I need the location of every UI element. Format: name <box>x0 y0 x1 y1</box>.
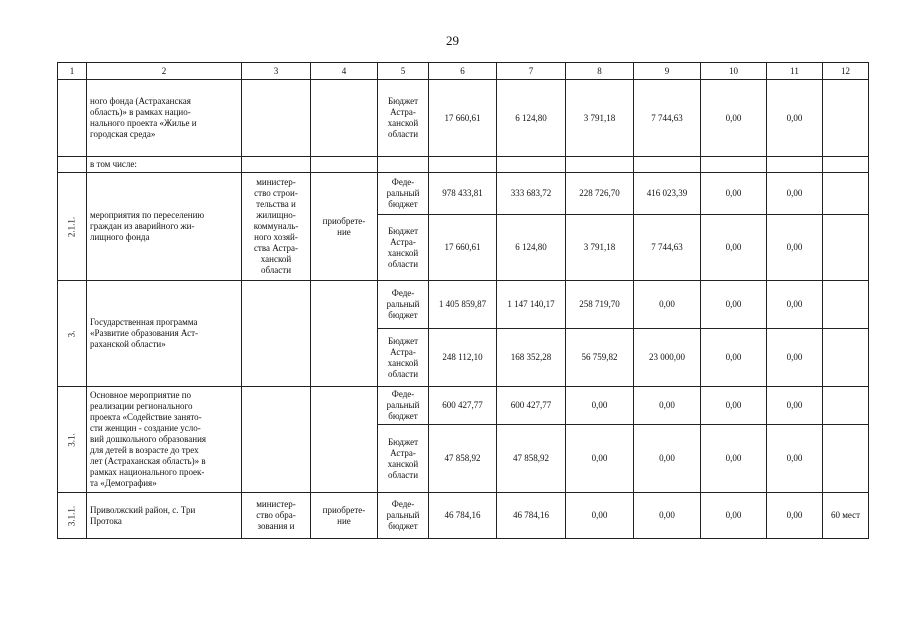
value-cell: 17 660,61 <box>429 215 497 281</box>
funding-source-cell: Бюджет Астра- ханской области <box>378 215 429 281</box>
capacity-cell: 60 мест <box>823 493 869 539</box>
column-header: 8 <box>566 63 634 80</box>
funding-source-cell: Феде- ральный бюджет <box>378 493 429 539</box>
column-header: 5 <box>378 63 429 80</box>
value-cell: 3 791,18 <box>566 80 634 157</box>
value-cell: 0,00 <box>701 425 767 493</box>
page-number: 29 <box>446 33 459 48</box>
value-cell: 0,00 <box>701 215 767 281</box>
value-cell: 0,00 <box>701 493 767 539</box>
value-cell: 0,00 <box>767 281 823 329</box>
type-cell <box>311 281 378 387</box>
type-cell: приобрете- ние <box>311 493 378 539</box>
value-cell: 23 000,00 <box>634 329 701 387</box>
funding-source-cell: Бюджет Астра- ханской области <box>378 425 429 493</box>
value-cell: 0,00 <box>566 425 634 493</box>
funding-source-cell: Феде- ральный бюджет <box>378 387 429 425</box>
column-number-row <box>58 63 869 80</box>
funding-source-cell: Бюджет Астра- ханской области <box>378 80 429 157</box>
ministry-cell: министер- ство строи- тельства и жилищно- коммуналь- ного хозяй- ства Астра- ханской области <box>242 173 311 281</box>
value-cell: 0,00 <box>767 329 823 387</box>
column-header: 12 <box>823 63 869 80</box>
value-cell <box>823 80 869 157</box>
value-cell: 416 023,39 <box>634 173 701 215</box>
row-number-cell: 3.1.1. <box>58 493 87 539</box>
value-cell: 0,00 <box>634 493 701 539</box>
row-number-cell: 3. <box>58 281 87 387</box>
value-cell: 17 660,61 <box>429 80 497 157</box>
value-cell: 0,00 <box>701 173 767 215</box>
column-header: 2 <box>87 63 242 80</box>
value-cell: 0,00 <box>566 493 634 539</box>
value-cell: 56 759,82 <box>566 329 634 387</box>
row-name-cell: Приволжский район, с. Три Протока <box>87 493 242 539</box>
column-header: 4 <box>311 63 378 80</box>
column-header: 10 <box>701 63 767 80</box>
column-header: 7 <box>497 63 566 80</box>
value-cell: 228 726,70 <box>566 173 634 215</box>
value-cell: 0,00 <box>634 281 701 329</box>
value-cell <box>823 173 869 215</box>
column-header: 9 <box>634 63 701 80</box>
value-cell: 47 858,92 <box>497 425 566 493</box>
value-cell: 0,00 <box>767 215 823 281</box>
type-cell <box>311 387 378 493</box>
value-cell: 600 427,77 <box>497 387 566 425</box>
ministry-cell <box>242 387 311 493</box>
column-header: 6 <box>429 63 497 80</box>
value-cell: 978 433,81 <box>429 173 497 215</box>
value-cell: 0,00 <box>767 173 823 215</box>
value-cell: 0,00 <box>634 387 701 425</box>
ministry-cell: министер- ство обра- зования и <box>242 493 311 539</box>
value-cell <box>823 281 869 329</box>
value-cell: 258 719,70 <box>566 281 634 329</box>
row-name-cell: Государственная программа «Развитие образования Аст- раханской области» <box>87 281 242 387</box>
value-cell: 0,00 <box>701 387 767 425</box>
row-name-cell: ного фонда (Астраханская область)» в рамках нацио- нального проекта «Жилье и городская среда» <box>87 80 242 157</box>
value-cell: 1 405 859,87 <box>429 281 497 329</box>
funding-source-cell: Бюджет Астра- ханской области <box>378 329 429 387</box>
row-number-cell <box>58 80 87 157</box>
value-cell: 168 352,28 <box>497 329 566 387</box>
ministry-cell <box>242 80 311 157</box>
value-cell: 46 784,16 <box>497 493 566 539</box>
row-number-cell: 3.1. <box>58 387 87 493</box>
value-cell <box>823 329 869 387</box>
table-row <box>58 281 869 329</box>
table-row <box>58 80 869 157</box>
table-row <box>58 157 869 173</box>
row-number-cell: 2.1.1. <box>58 173 87 281</box>
funding-source-cell: Феде- ральный бюджет <box>378 173 429 215</box>
value-cell: 6 124,80 <box>497 80 566 157</box>
row-name-cell: Основное мероприятие по реализации регионального проекта «Содействие занято- сти женщин - создание усло- вий дошкольного образования для детей в возрасте до трех лет (Астраханская область)» в рамках национального проек- та «Демография» <box>87 387 242 493</box>
value-cell: 47 858,92 <box>429 425 497 493</box>
value-cell: 333 683,72 <box>497 173 566 215</box>
table-row <box>58 387 869 425</box>
column-header: 11 <box>767 63 823 80</box>
value-cell: 248 112,10 <box>429 329 497 387</box>
table-row <box>58 493 869 539</box>
value-cell: 0,00 <box>767 387 823 425</box>
value-cell: 0,00 <box>767 425 823 493</box>
value-cell <box>823 425 869 493</box>
type-cell <box>311 80 378 157</box>
table-row <box>58 173 869 215</box>
value-cell: 3 791,18 <box>566 215 634 281</box>
column-header: 3 <box>242 63 311 80</box>
value-cell: 0,00 <box>701 80 767 157</box>
value-cell: 600 427,77 <box>429 387 497 425</box>
value-cell <box>823 387 869 425</box>
row-number-cell <box>58 157 87 173</box>
value-cell: 0,00 <box>701 281 767 329</box>
value-cell: 1 147 140,17 <box>497 281 566 329</box>
column-header: 1 <box>58 63 87 80</box>
row-name-cell: мероприятия по переселению граждан из аварийного жи- лищного фонда <box>87 173 242 281</box>
including-label: в том числе: <box>87 157 242 173</box>
value-cell: 7 744,63 <box>634 215 701 281</box>
value-cell: 6 124,80 <box>497 215 566 281</box>
value-cell: 0,00 <box>767 493 823 539</box>
ministry-cell <box>242 281 311 387</box>
funding-source-cell: Феде- ральный бюджет <box>378 281 429 329</box>
value-cell: 0,00 <box>701 329 767 387</box>
value-cell: 7 744,63 <box>634 80 701 157</box>
value-cell: 0,00 <box>634 425 701 493</box>
program-table <box>57 62 869 539</box>
value-cell: 0,00 <box>566 387 634 425</box>
value-cell: 46 784,16 <box>429 493 497 539</box>
value-cell <box>823 215 869 281</box>
type-cell: приобрете- ние <box>311 173 378 281</box>
value-cell: 0,00 <box>767 80 823 157</box>
